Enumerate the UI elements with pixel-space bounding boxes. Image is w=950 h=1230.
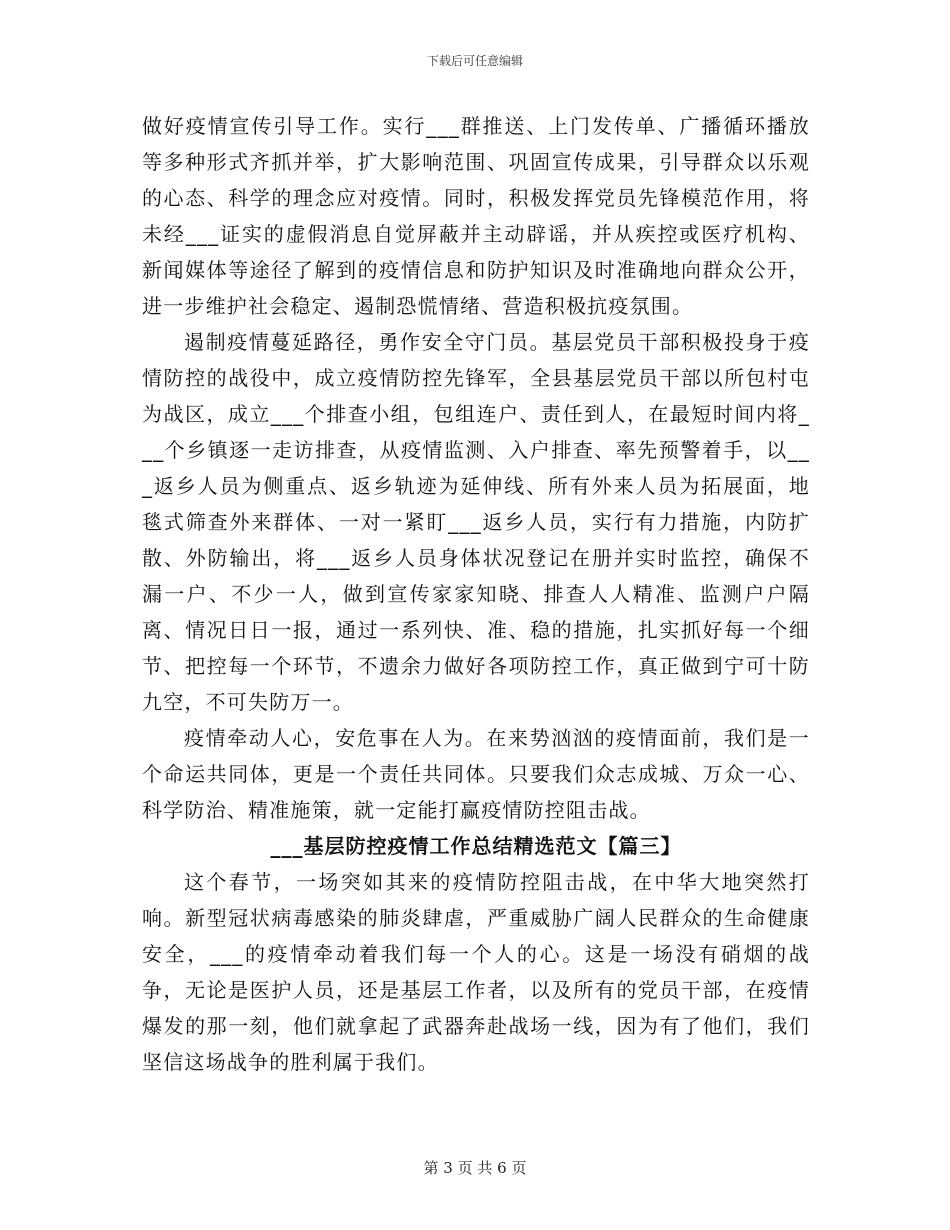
header-note: 下载后可任意编辑: [426, 54, 523, 68]
paragraph-community: 疫情牵动人心，安危事在人为。在来势汹汹的疫情面前，我们是一个命运共同体，更是一个责任共同体。只要我们众志成城、万众一心、科学防治、精准施策，就一定能打赢疫情防控阻击战。: [142, 726, 810, 822]
paragraph-continued: 做好疫情宣传引导工作。实行___群推送、上门发传单、广播循环播放等多种形式齐抓并举，扩大影响范围、巩固宣传成果，引导群众以乐观的心态、科学的理念应对疫情。同时，积极发挥党员先锋模范作用，将未经___证实的虚假消息自觉屏蔽并主动辟谣，并从疾控或医疗机构、新闻媒体等途径了解到的疫情信息和防护知识及时准确地向群众公开，进一步维护社会稳定、遏制恐慌情绪、营造积极抗疫氛围。: [142, 114, 810, 318]
document-body: [142, 108, 810, 1080]
page-number: 第 3 页 共 6 页: [423, 1159, 527, 1177]
paragraph-block-spread: 遏制疫情蔓延路径，勇作安全守门员。基层党员干部积极投身于疫情防控的战役中，成立疫情防控先锋军，全县基层党员干部以所包村屯为战区，成立___个排查小组，包组连户、责任到人，在最短时间内将___个乡镇逐一走访排查，从疫情监测、入户排查、率先预警着手，以___返乡人员为侧重点、返乡轨迹为延伸线、所有外来人员为拓展面，地毯式筛查外来群体、一对一紧盯___返乡人员，实行有力措施，内防扩散、外防输出，将___返乡人员身体状况登记在册并实时监控，确保不漏一户、不少一人，做到宣传家家知晓、排查人人精准、监测户户隔离、情况日日一报，通过一系列快、准、稳的措施，扎实抓好每一个细节、把控每一个环节，不遗余力做好各项防控工作，真正做到宁可十防九空，不可失防万一。: [142, 330, 810, 714]
paragraph-section-intro: 这个春节，一场突如其来的疫情防控阻击战，在中华大地突然打响。新型冠状病毒感染的肺炎肆虐，严重威胁广阔人民群众的生命健康安全，___的疫情牵动着我们每一个人的心。这是一场没有硝烟的战争，无论是医护人员，还是基层工作者，以及所有的党员干部，在疫情爆发的那一刻，他们就拿起了武器奔赴战场一线，因为有了他们，我们坚信这场战争的胜利属于我们。: [142, 870, 810, 1074]
section-title: ___基层防控疫情工作总结精选范文【篇三】: [270, 834, 682, 858]
